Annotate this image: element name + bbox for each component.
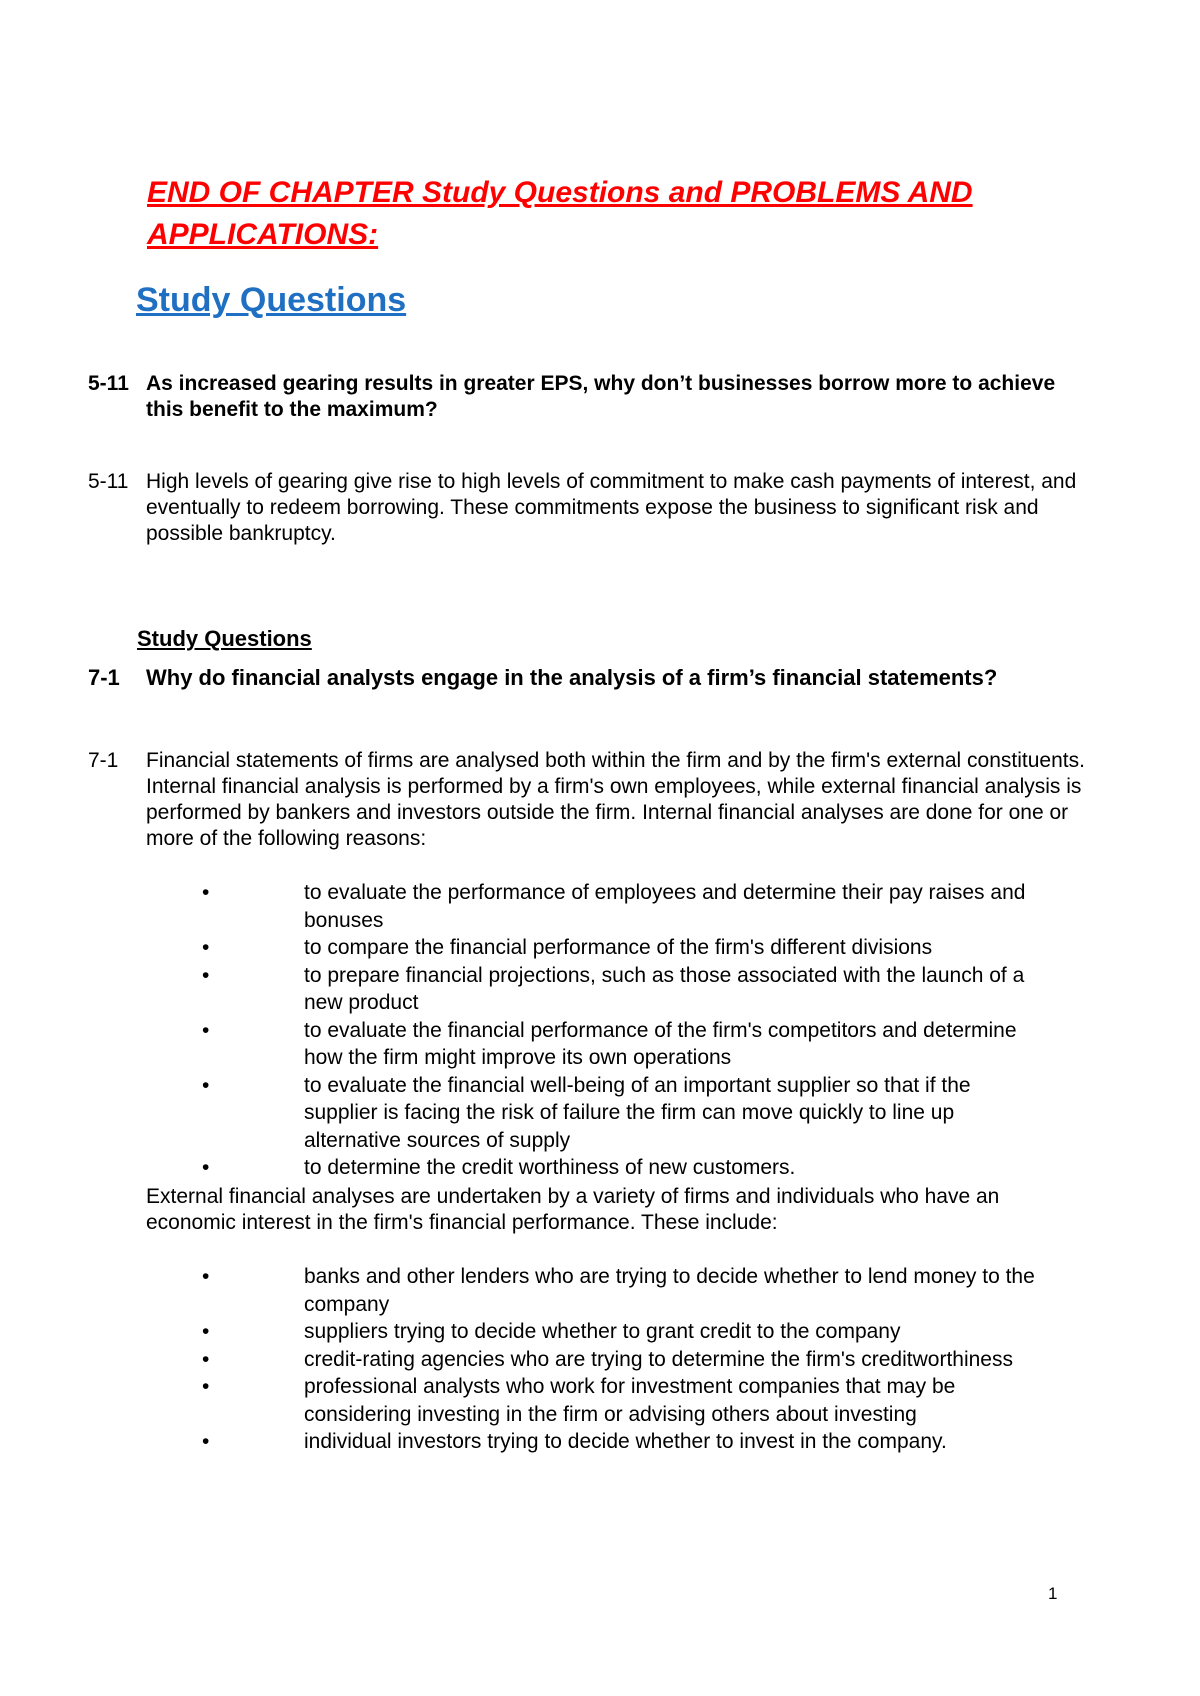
internal-reasons-list [146, 879, 1046, 1182]
bullet-icon: • [202, 1430, 210, 1453]
list-item: • to determine the credit worthiness of new customers. [146, 1154, 1046, 1182]
list-item: • to evaluate the performance of employees and determine their pay raises and bonuses [202, 881, 1026, 932]
question-7-1 [88, 663, 1088, 693]
bullet-icon: • [202, 1320, 210, 1343]
bullet-icon: • [202, 1156, 210, 1179]
bullet-icon: • [202, 1375, 210, 1398]
answer-text: Financial statements of firms are analysed both within the firm and by the firm's external constituents. Internal financial analysis is performed by a firm's own employees, while external financial analysis is performed by bankers and investors outside the firm. Internal financial analyses are done for one or more of the following reasons: [146, 749, 1085, 850]
bullet-icon: • [202, 881, 210, 904]
list-item: • professional analysts who work for investment companies that may be considering investing in the firm or advising others about investing [202, 1375, 956, 1426]
list-item: • banks and other lenders who are trying to decide whether to lend money to the company [202, 1265, 1035, 1316]
list-item: • to evaluate the financial performance of the firm's competitors and determine how the firm might improve its own operations [202, 1018, 1017, 1069]
list-item: • individual investors trying to decide whether to invest in the company. [146, 1428, 1046, 1456]
section-heading-study-questions-2: Study Questions [137, 626, 312, 651]
bullet-icon: • [202, 1018, 210, 1042]
answer-number: 5-11 [88, 470, 129, 493]
bullet-icon: • [202, 963, 210, 987]
question-text: Why do financial analysts engage in the analysis of a firm’s financial statements? [146, 665, 998, 690]
answer-7-1 [88, 748, 1088, 852]
section-heading-study-questions: Study Questions [136, 281, 407, 319]
list-item: • to prepare financial projections, such as those associated with the launch of a new product [202, 963, 1025, 1014]
list-item: • credit-rating agencies who are trying to determine the firm's creditworthiness [146, 1346, 1046, 1374]
page-number: 1 [1048, 1584, 1058, 1603]
list-item: • suppliers trying to decide whether to grant credit to the company [146, 1318, 1046, 1346]
list-item: • to compare the financial performance of the firm's different divisions [146, 934, 1046, 962]
question-text: As increased gearing results in greater EPS, why don’t businesses borrow more to achieve this benefit to the maximum? [146, 372, 1056, 421]
external-intro: External financial analyses are undertaken by a variety of firms and individuals who have an economic interest in the firm's financial performance. These include: [146, 1185, 1000, 1234]
answer-5-11 [88, 469, 1088, 547]
bullet-icon: • [202, 1347, 210, 1371]
list-item: • to evaluate the financial well-being of an important supplier so that if the supplier is facing the risk of failure the firm can move quickly to line up alternative sources of supply [202, 1073, 971, 1152]
bullet-icon: • [202, 936, 210, 959]
chapter-title: END OF CHAPTER Study Questions and PROBLEMS AND APPLICATIONS: [147, 176, 973, 251]
bullet-icon: • [202, 1265, 210, 1288]
question-number: 5-11 [88, 372, 129, 395]
question-5-11 [88, 371, 1088, 423]
external-parties-list [146, 1263, 1046, 1456]
answer-text: High levels of gearing give rise to high levels of commitment to make cash payments of interest, and eventually to redeem borrowing. These commitments expose the business to significant risk and possible bankruptcy. [146, 470, 1077, 545]
answer-number: 7-1 [88, 749, 119, 772]
question-number: 7-1 [88, 665, 120, 690]
bullet-icon: • [202, 1073, 210, 1097]
